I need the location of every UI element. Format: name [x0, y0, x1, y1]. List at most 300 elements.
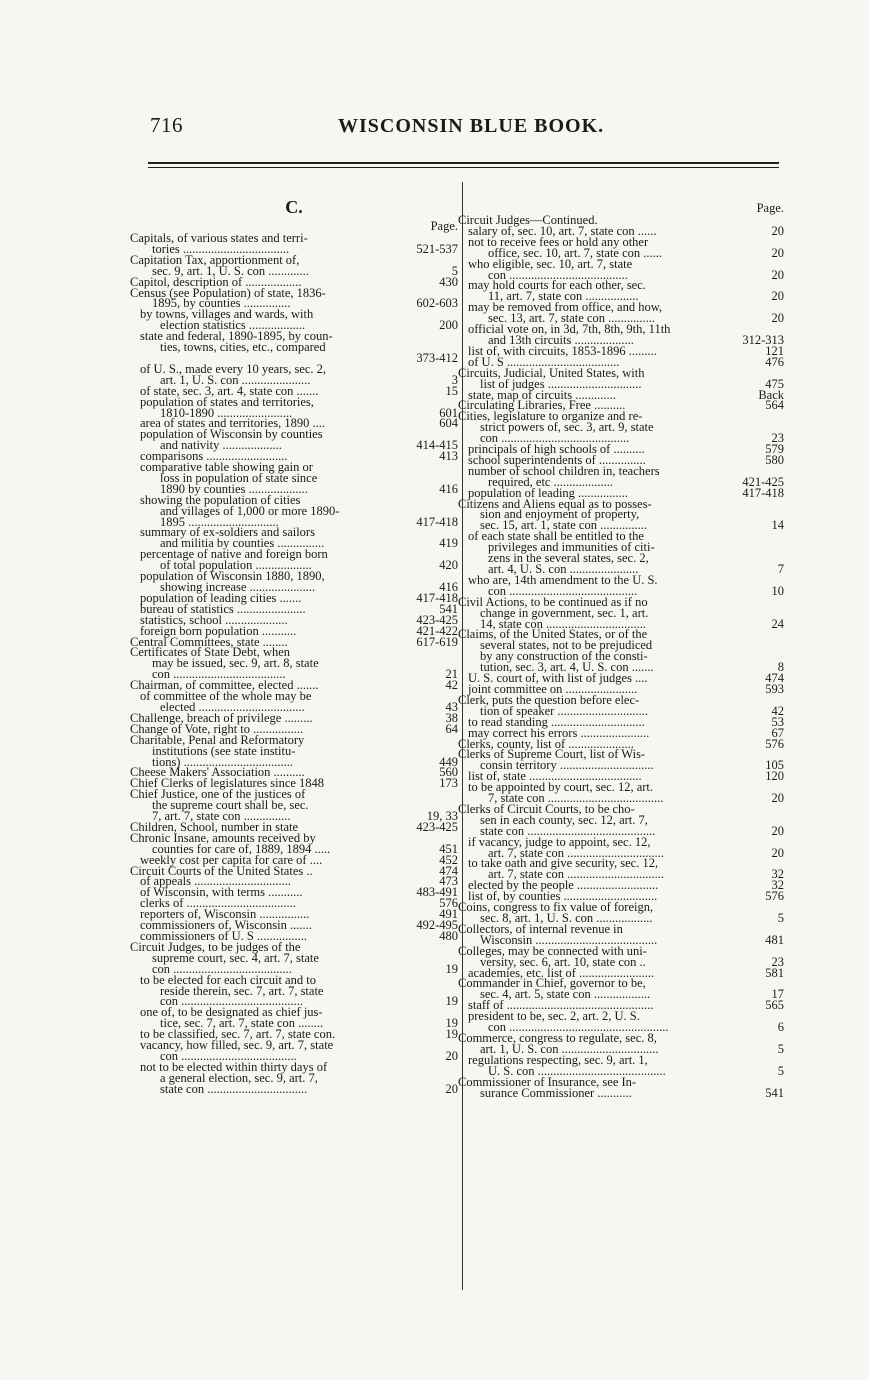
index-entry: [458, 496, 784, 533]
entry-text: a general election, sec. 9, art. 7,: [160, 1070, 318, 1085]
entry-page-ref: 420: [439, 558, 458, 573]
page-column-label-right: Page.: [756, 201, 784, 215]
entry-page-ref: 20: [771, 245, 784, 260]
entry-text: consin territory ..............................: [480, 758, 654, 773]
index-entry: [130, 939, 458, 976]
entry-text: official vote on, in 3d, 7th, 8th, 9th, 11th: [468, 322, 671, 337]
index-entry: [458, 411, 784, 444]
entry-page-ref: 23: [771, 431, 784, 446]
entry-text: Chief Justice, one of the justices of: [130, 787, 306, 802]
entry-page-ref: 565: [765, 998, 784, 1013]
entry-page-ref: 601: [439, 405, 458, 420]
entry-text: list of, state ....................................: [468, 769, 642, 784]
entry-text: who are, 14th amendment to the U. S.: [468, 572, 658, 587]
entry-text: by any construction of the consti-: [480, 649, 648, 664]
entry-text: sec. 4, art. 5, state con ..................: [480, 987, 651, 1002]
entry-text: tution, sec. 3, art. 4, U. S. con .......: [480, 660, 654, 675]
entry-text: Charitable, Penal and Reformatory: [130, 732, 305, 747]
index-entry: [458, 531, 784, 575]
entry-text: tion of speaker .............................: [480, 703, 649, 718]
entry-page-ref: 105: [765, 758, 784, 773]
entry-page-ref: 480: [439, 929, 458, 943]
entry-page-ref: 32: [771, 867, 784, 882]
entry-text: not to receive fees or hold any other: [468, 234, 649, 249]
index-entry-line: [130, 1081, 458, 1096]
entry-page-ref: 541: [765, 1085, 784, 1100]
entry-text: of each state shall be entitled to the: [468, 529, 644, 544]
index-column-right: [458, 198, 784, 1098]
entry-page-ref: 593: [765, 681, 784, 696]
index-entry: [130, 361, 458, 387]
index-entry: [458, 782, 784, 804]
entry-text: salary of, sec. 10, art. 7, state con ......: [468, 223, 657, 238]
entry-text: Chronic Insane, amounts received by: [130, 830, 316, 845]
index-entry: [458, 801, 784, 838]
index-entry: [458, 834, 784, 860]
entry-text: Capitation Tax, apportionment of,: [130, 252, 300, 267]
entry-text: con .........................................: [488, 583, 638, 598]
entry-text: may hold courts for each other, sec.: [468, 278, 646, 293]
entry-text: who eligible, sec. 10, art. 7, state: [468, 256, 633, 271]
entry-text: school superintendents of ...............: [468, 452, 646, 467]
entry-text: several states, not to be prejudiced: [480, 638, 653, 653]
entry-page-ref: 602-603: [416, 296, 458, 311]
entry-page-ref: 373-412: [416, 350, 458, 365]
index-entry: [130, 1007, 458, 1029]
entry-text: Certificates of State Debt, when: [130, 645, 291, 660]
entry-text: reside therein, sec. 7, art. 7, state: [160, 983, 324, 998]
entry-text: con .......................................: [160, 994, 304, 1009]
entry-text: 1810-1890 ........................: [160, 405, 293, 420]
index-entry: [130, 830, 458, 856]
index-entry: [130, 571, 458, 593]
entry-text: reporters of, Wisconsin ................: [140, 907, 310, 922]
entry-page-ref: 417-418: [416, 514, 458, 529]
entry-text: Circuit Judges—Continued.: [458, 213, 598, 227]
entry-text: Circulating Libraries, Free ..........: [458, 398, 626, 413]
entry-text: sec. 13, art. 7, state con ...............: [488, 311, 655, 326]
entry-text: Challenge, breach of privilege .........: [130, 710, 313, 725]
entry-page-ref: 474: [765, 671, 784, 686]
entry-page-ref: 421-425: [742, 474, 784, 489]
index-entry: [130, 233, 458, 255]
entry-text: Civil Actions, to be continued as if no: [458, 594, 648, 609]
entry-text: area of states and territories, 1890 ....: [140, 416, 326, 431]
entry-text: Children, School, number in state: [130, 819, 299, 834]
index-entry: [130, 492, 458, 529]
entry-page-ref: 560: [439, 765, 458, 780]
entry-page-ref: 19: [445, 994, 458, 1009]
entry-text: office, sec. 10, art. 7, state con ......: [488, 245, 663, 260]
index-entry: [130, 691, 458, 713]
entry-page-ref: 474: [439, 863, 458, 878]
entry-page-ref: 423-425: [416, 819, 458, 834]
entry-page-ref: 430: [439, 274, 458, 289]
entry-page-ref: 20: [771, 845, 784, 860]
entry-page-ref: 419: [439, 536, 458, 551]
entry-text: elected ..................................: [160, 699, 305, 714]
entry-text: Clerks, county, list of .....................: [458, 736, 634, 751]
entry-text: percentage of native and foreign born: [140, 547, 328, 562]
entry-page-ref: 3: [451, 372, 458, 387]
entry-text: to be appointed by court, sec. 12, art.: [468, 780, 654, 795]
entry-page-ref: 24: [771, 616, 784, 631]
entry-text: institutions (see state institu-: [152, 743, 296, 758]
index-entry-line: [130, 342, 458, 353]
index-entry: [458, 594, 784, 631]
index-entry: [130, 732, 458, 769]
entry-text: Chief Clerks of legislatures since 1848: [130, 776, 325, 791]
entry-text: to take oath and give security, sec. 12,: [468, 856, 659, 871]
entry-page-ref: 413: [439, 449, 458, 464]
entry-text: 14, state con ................................: [480, 616, 646, 631]
entry-text: comparative table showing gain or: [140, 460, 313, 475]
entry-text: staff of ...............................................: [468, 998, 654, 1013]
entry-text: commissioners of, Wisconsin .......: [140, 918, 312, 933]
index-entry: [458, 1052, 784, 1078]
index-entry: [130, 285, 458, 311]
entry-text: population of Wisconsin 1880, 1890,: [140, 569, 325, 584]
index-entry: [458, 921, 784, 947]
index-entry: [458, 463, 784, 489]
entry-text: art. 7, state con ...............................: [488, 845, 665, 860]
entry-text: surance Commissioner ...........: [480, 1085, 632, 1100]
index-entry: [130, 1059, 458, 1096]
entry-page-ref: 417-418: [416, 590, 458, 605]
index-entry: [458, 234, 784, 260]
entry-text: Coins, congress to fix value of foreign,: [458, 900, 654, 915]
entry-page-ref: 23: [771, 954, 784, 969]
entry-page-ref: 14: [771, 518, 784, 533]
entry-page-ref: 564: [765, 398, 784, 413]
entry-page-ref: 576: [765, 889, 784, 904]
index-entry: [130, 462, 458, 495]
entry-text: one of, to be designated as chief jus-: [140, 1005, 323, 1020]
entry-text: weekly cost per capita for care of ....: [140, 852, 323, 867]
index-entry: [458, 280, 784, 302]
entry-text: sec. 8, art. 1, U. S. con ..................: [480, 911, 653, 925]
entry-page-ref: 421-422: [416, 623, 458, 638]
entry-page-ref: 10: [771, 583, 784, 598]
entry-text: of committee of the whole may be: [140, 689, 312, 704]
index-entry: [458, 749, 784, 771]
entry-page-ref: 6: [777, 1020, 784, 1035]
entry-page-ref: 5: [777, 911, 784, 925]
entry-text: counties for care of, 1889, 1894 .....: [152, 841, 331, 856]
entry-page-ref: 19: [445, 1027, 458, 1042]
index-entry: [458, 629, 784, 673]
entry-page-ref: 20: [445, 1048, 458, 1063]
entry-text: strict powers of, sec. 3, art. 9, state: [480, 420, 654, 435]
entry-page-ref: 416: [439, 580, 458, 594]
entry-page-ref: 475: [765, 376, 784, 391]
entry-page-ref: 20: [771, 311, 784, 326]
entry-text: Change of Vote, right to ................: [130, 721, 304, 736]
entry-text: 7, art. 7, state con ...............: [152, 809, 291, 824]
entry-text: Capitol, description of ..................: [130, 274, 302, 289]
entry-text: tice, sec. 7, art. 7, state con ........: [160, 1016, 324, 1031]
entry-text: elected by the people ..........................: [468, 878, 659, 893]
entry-page-ref: 414-415: [416, 438, 458, 453]
entry-text: commissioners of U. S ................: [140, 929, 308, 943]
entry-text: Clerk, puts the question before elec-: [458, 692, 640, 707]
entry-text: vacancy, how filled, sec. 9, art. 7, state: [140, 1038, 334, 1053]
index-entry: [130, 429, 458, 451]
entry-page-ref: 67: [771, 725, 784, 740]
entry-text: state, map of circuits .............: [468, 387, 616, 402]
entry-text: to be elected for each circuit and to: [140, 972, 316, 987]
entry-text: principals of high schools of ..........: [468, 442, 645, 457]
index-entry: [458, 365, 784, 391]
entry-text: Commissioner of Insurance, see In-: [458, 1074, 637, 1089]
entry-text: con ....................................: [152, 667, 286, 682]
entry-page-ref: 492-495: [416, 918, 458, 933]
entry-text: 1895 .............................: [160, 514, 279, 529]
index-entry: [458, 572, 784, 598]
entry-page-ref: 19, 33: [426, 809, 458, 824]
entry-text: 7, state con .....................................: [488, 791, 664, 806]
entry-text: sec. 9, art. 1, U. S. con .............: [152, 263, 309, 278]
entry-text: clerks of ...................................: [140, 896, 296, 911]
entry-text: U. S. con .........................................: [488, 1063, 666, 1078]
entry-text: con .........................................: [480, 431, 630, 446]
entry-text: Chairman, of committee, elected .......: [130, 678, 319, 693]
index-entry: [130, 549, 458, 571]
entry-page-ref: 17: [771, 987, 784, 1002]
entry-text: supreme court, sec. 4, art. 7, state: [152, 950, 319, 965]
entry-page-ref: 8: [777, 660, 784, 675]
entry-text: of appeals ...............................: [140, 874, 292, 889]
index-entry: [130, 647, 458, 680]
entry-page-ref: 576: [439, 896, 458, 911]
index-entry: [130, 252, 458, 278]
entry-page-ref: 20: [771, 267, 784, 282]
entry-page-ref: 19: [445, 1016, 458, 1031]
entry-text: sec. 15, art. 1, state con ...............: [480, 518, 647, 533]
entry-page-ref: 20: [771, 289, 784, 304]
entry-text: population of states and territories,: [140, 394, 314, 409]
index-entry: [458, 256, 784, 282]
entry-text: change in government, sec. 1, art.: [480, 605, 649, 620]
entry-text: showing the population of cities: [140, 492, 301, 507]
index-entry: [130, 1040, 458, 1062]
entry-page-ref: 483-491: [416, 885, 458, 900]
entry-page-ref: 20: [445, 1081, 458, 1096]
index-column-left: [130, 198, 458, 1095]
entry-text: U. S. court of, with list of judges ....: [468, 671, 648, 686]
index-entry: [458, 1030, 784, 1056]
entry-text: may correct his errors ......................: [468, 725, 650, 740]
entry-text: Cheese Makers' Association ..........: [130, 765, 305, 780]
index-entry: [458, 943, 784, 969]
entry-text: list of, by counties ..............................: [468, 889, 658, 904]
entry-page-ref: 53: [771, 714, 784, 729]
entry-text: con ...................................................: [488, 1020, 669, 1035]
entry-page-ref: 200: [439, 318, 458, 333]
entry-text: Clerks of Supreme Court, list of Wis-: [458, 747, 646, 762]
entry-text: Clerks of Circuit Courts, to be cho-: [458, 801, 635, 816]
entry-text: Capitals, of various states and terri-: [130, 231, 308, 245]
entry-page-ref: 417-418: [742, 485, 784, 500]
entry-text: and nativity ...................: [160, 438, 282, 453]
entry-page-ref: 20: [771, 823, 784, 838]
entry-text: summary of ex-soldiers and sailors: [140, 525, 315, 540]
entry-text: and villages of 1,000 or more 1890-: [160, 503, 340, 518]
entry-text: population of Wisconsin by counties: [140, 427, 323, 442]
entry-text: academies, etc. list of ........................: [468, 965, 655, 980]
entry-page-ref: 42: [445, 678, 458, 693]
entry-page-ref: 120: [765, 769, 784, 784]
entry-text: foreign born population ...........: [140, 623, 297, 638]
entry-page-ref: 21: [445, 667, 458, 682]
header-rule-thin: [148, 167, 779, 168]
entry-text: of U. S., made every 10 years, sec. 2,: [140, 361, 327, 376]
page-number: 716: [150, 113, 183, 137]
entry-text: Colleges, may be connected with uni-: [458, 943, 647, 958]
entry-page-ref: 15: [445, 383, 458, 398]
header-rule-thick: [148, 162, 779, 164]
entry-page-ref: 38: [445, 710, 458, 725]
entry-text: to be classified, sec. 7, art. 7, state con.: [140, 1027, 336, 1042]
entry-text: may be issued, sec. 9, art. 8, state: [152, 656, 319, 671]
entry-text: Citizens and Aliens equal as to posses-: [458, 496, 652, 511]
entry-text: ties, towns, cities, etc., compared: [160, 340, 326, 355]
entry-page-ref: 43: [445, 699, 458, 714]
entry-text: statistics, school ....................: [140, 612, 288, 627]
entry-text: tories ..................................: [152, 241, 290, 256]
index-entry: [458, 324, 784, 346]
entry-text: list of, with circuits, 1853-1896 .........: [468, 343, 657, 358]
entry-page-ref: 19: [445, 961, 458, 976]
entry-text: required, etc ...................: [488, 474, 613, 489]
entry-page-ref: 476: [765, 354, 784, 369]
entry-page-ref: 20: [771, 791, 784, 806]
page-column-label-left: Page.: [430, 219, 458, 233]
entry-page-ref: 604: [439, 416, 458, 431]
entry-text: 1890 by counties ...................: [160, 481, 308, 496]
entry-text: art. 7, state con ...............................: [488, 867, 665, 882]
entry-text: joint committee on .......................: [468, 681, 638, 696]
section-letter: C.: [285, 197, 303, 217]
entry-text: Census (see Population) of state, 1836-: [130, 285, 326, 300]
entry-text: privileges and immunities of citi-: [488, 540, 655, 555]
entry-text: Wisconsin .......................................: [480, 932, 658, 947]
entry-text: of total population ..................: [160, 558, 312, 573]
entry-page-ref: 617-619: [416, 634, 458, 649]
entry-page-ref: 521-537: [416, 241, 458, 256]
entry-text: population of leading cities .......: [140, 590, 302, 605]
entry-page-ref: 121: [765, 343, 784, 358]
entry-text: not to be elected within thirty days of: [140, 1059, 328, 1074]
entry-text: regulations respecting, sec. 9, art. 1,: [468, 1052, 648, 1067]
entry-text: art. 1, U. S. con ...............................: [480, 1041, 659, 1056]
index-entry: [458, 1074, 784, 1100]
entry-page-ref: 5: [777, 1041, 784, 1056]
entry-text: versity, sec. 6, art. 10, state con ..: [480, 954, 646, 969]
entry-text: Circuit Judges, to be judges of the: [130, 939, 301, 954]
index-entry: [130, 972, 458, 1009]
entry-page-ref: 473: [439, 874, 458, 889]
entry-text: con .....................................: [160, 1048, 297, 1063]
entry-page-ref: 541: [439, 601, 458, 616]
entry-text: of state, sec. 3, art. 4, state con .......: [140, 383, 319, 398]
entry-text: and 13th circuits ...................: [488, 332, 634, 347]
entry-page-ref: 451: [439, 841, 458, 856]
index-entry: [130, 394, 458, 420]
entry-text: sen in each county, sec. 12, art. 7,: [480, 812, 648, 827]
entry-text: state and federal, 1890-1895, by coun-: [140, 329, 333, 344]
entry-text: art. 1, U. S. con ......................: [160, 372, 311, 387]
entry-text: by towns, villages and wards, with: [140, 307, 314, 322]
entry-text: sion and enjoyment of property,: [480, 507, 640, 522]
entry-text: con ......................................: [152, 961, 292, 976]
entry-page-ref: 42: [771, 703, 784, 718]
index-entry: [458, 858, 784, 880]
entry-page-ref: 423-425: [416, 612, 458, 627]
entry-text: tions) ...................................: [152, 754, 293, 769]
entry-page-ref: 5: [777, 1063, 784, 1078]
index-entry: [458, 302, 784, 324]
entry-text: Collectors, of internal revenue in: [458, 921, 623, 936]
entry-text: if vacancy, judge to appoint, sec. 12,: [468, 834, 651, 849]
entry-text: Claims, of the United States, or of the: [458, 627, 648, 642]
index-entry: [458, 902, 784, 924]
entry-text: art. 4, U. S. con ......................: [488, 562, 639, 576]
entry-text: may be removed from office, and how,: [468, 300, 663, 315]
entry-page-ref: 5: [451, 263, 458, 278]
entry-page-ref: Back: [758, 387, 784, 402]
entry-text: and militia by counties ...............: [160, 536, 325, 551]
entry-text: state con ................................: [160, 1081, 308, 1096]
entry-page-ref: 449: [439, 754, 458, 769]
entry-text: of Wisconsin, with terms ...........: [140, 885, 303, 900]
index-entry: [458, 978, 784, 1000]
entry-page-ref: 452: [439, 852, 458, 867]
entry-text: Commerce, congress to regulate, sec. 8,: [458, 1030, 657, 1045]
entry-text: Central Committees, state ........: [130, 634, 288, 649]
entry-text: Circuit Courts of the United States ..: [130, 863, 313, 878]
entry-page-ref: 64: [445, 721, 458, 736]
entry-text: con ......................................: [488, 267, 628, 282]
entry-page-ref: 580: [765, 452, 784, 467]
entry-text: Commander in Chief, governor to be,: [458, 976, 646, 991]
entry-page-ref: 7: [777, 562, 784, 576]
entry-text: of U. S ....................................: [468, 354, 620, 369]
entry-text: Circuits, Judicial, United States, with: [458, 365, 645, 380]
entry-text: Cities, legislature to organize and re-: [458, 409, 643, 424]
entry-page-ref: 576: [765, 736, 784, 751]
entry-text: population of leading ................: [468, 485, 629, 500]
index-entry: [130, 789, 458, 822]
entry-text: bureau of statistics ......................: [140, 601, 306, 616]
entry-text: number of school children in, teachers: [468, 463, 660, 478]
entry-text: election statistics ..................: [160, 318, 306, 333]
entry-text: 1895, by counties ...............: [152, 296, 291, 311]
index-entry: [130, 331, 458, 364]
entry-page-ref: 173: [439, 776, 458, 791]
entry-page-ref: 20: [771, 223, 784, 238]
entry-page-ref: 491: [439, 907, 458, 922]
index-entry: [130, 527, 458, 549]
entry-page-ref: 581: [765, 965, 784, 980]
entry-text: list of judges ..............................: [480, 376, 642, 391]
entry-text: zens in the several states, sec. 2,: [488, 551, 649, 566]
running-title: WISCONSIN BLUE BOOK.: [338, 115, 605, 137]
entry-page-ref: 416: [439, 481, 458, 496]
index-entry: [458, 1011, 784, 1033]
index-entry: [458, 692, 784, 718]
entry-text: 11, art. 7, state con .................: [488, 289, 639, 304]
